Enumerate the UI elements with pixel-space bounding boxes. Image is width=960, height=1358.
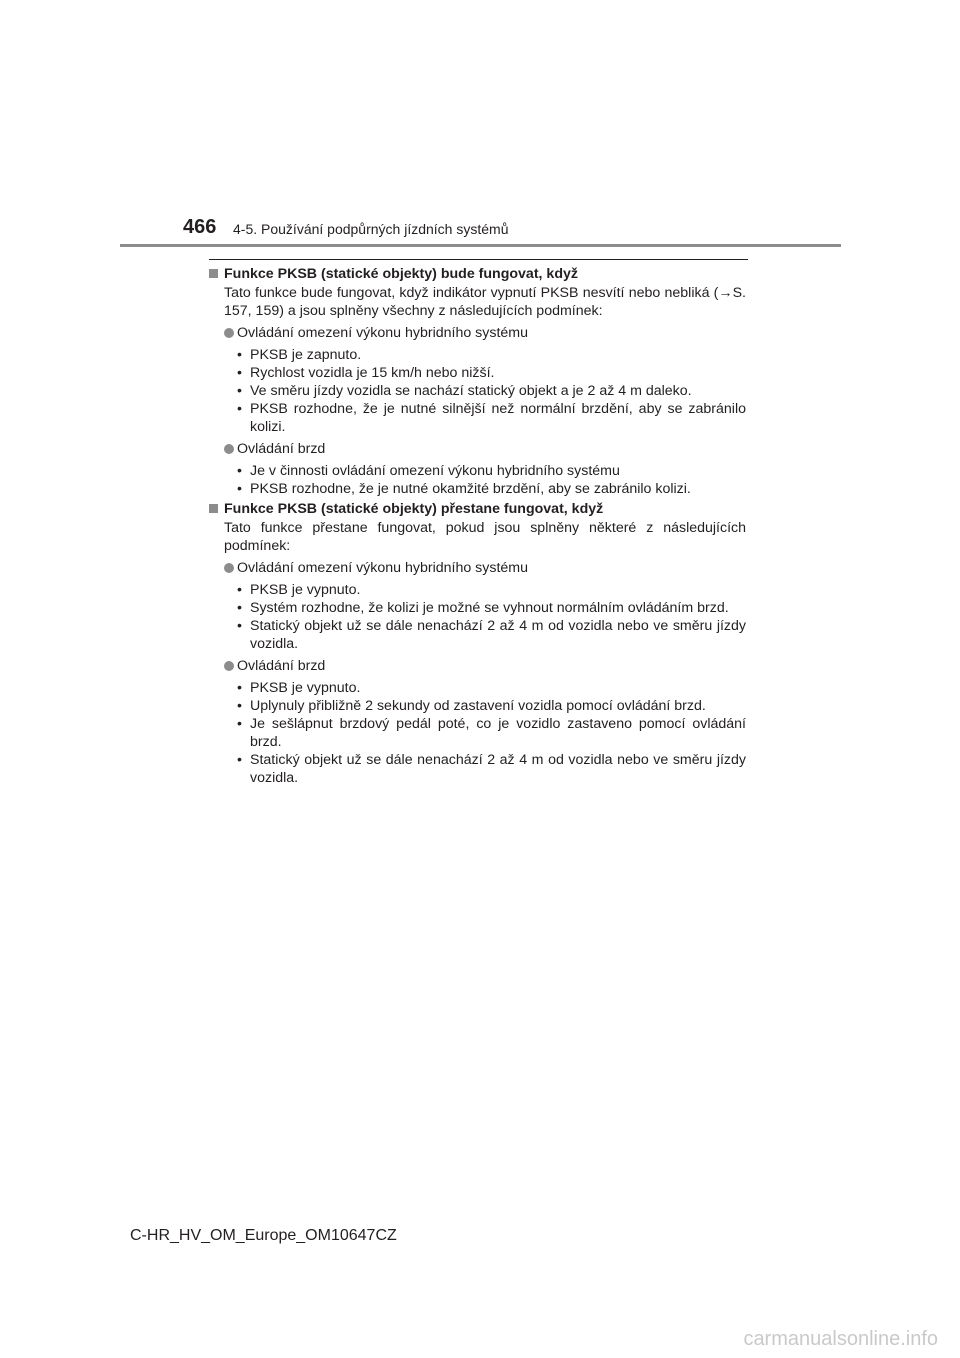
condition-list — [209, 679, 746, 787]
content-top-divider — [209, 259, 748, 260]
section-heading — [209, 263, 746, 284]
list-item: • Je v činnosti ovládání omezení výkonu hybridního systému — [209, 462, 746, 480]
list-item: • PKSB je zapnuto. — [209, 346, 746, 364]
group-heading — [224, 440, 746, 458]
circle-bullet-icon — [224, 328, 234, 338]
list-item: • Rychlost vozidla je 15 km/h nebo nižší. — [209, 364, 746, 382]
group-label: Ovládání omezení výkonu hybridního systému — [237, 325, 528, 341]
main-content — [209, 263, 746, 787]
circle-bullet-icon — [224, 563, 234, 573]
watermark: carmanualsonline.info — [743, 1328, 938, 1350]
list-item: • Je sešlápnut brzdový pedál poté, co je vozidlo zastaveno pomocí ovládání brzd. — [209, 715, 746, 751]
condition-list — [209, 462, 746, 498]
chapter-title: 4-5. Používání podpůrných jízdních systémů — [233, 221, 509, 237]
condition-list — [209, 346, 746, 436]
group-label: Ovládání omezení výkonu hybridního systému — [237, 560, 528, 576]
circle-bullet-icon — [224, 661, 234, 671]
header-divider — [120, 244, 841, 247]
condition-list — [209, 581, 746, 653]
group-heading — [224, 324, 746, 342]
list-item: • PKSB rozhodne, že je nutné okamžité brzdění, aby se zabránilo kolizi. — [209, 480, 746, 498]
section-heading — [209, 498, 746, 519]
list-item: • PKSB je vypnuto. — [209, 679, 746, 697]
section-intro: Tato funkce bude fungovat, když indikátor vypnutí PKSB nesvítí nebo nebliká (→S. 157, 159) a jsou splněny všechny z následujících podmínek: — [224, 285, 746, 319]
circle-bullet-icon — [224, 444, 234, 454]
list-item: • Statický objekt už se dále nenachází 2 až 4 m od vozidla nebo ve směru jízdy vozidla. — [209, 751, 746, 787]
page-number: 466 — [183, 216, 217, 238]
list-item: • Uplynuly přibližně 2 sekundy od zastavení vozidla pomocí ovládání brzd. — [209, 697, 746, 715]
square-bullet-icon — [209, 269, 218, 278]
section-intro: Tato funkce přestane fungovat, pokud jsou splněny některé z následujících podmínek: — [224, 520, 746, 554]
section-title: Funkce PKSB (statické objekty) bude fungovat, když — [224, 265, 578, 282]
list-item: • PKSB je vypnuto. — [209, 581, 746, 599]
list-item: • Ve směru jízdy vozidla se nachází statický objekt a je 2 až 4 m daleko. — [209, 382, 746, 400]
section-title: Funkce PKSB (statické objekty) přestane fungovat, když — [224, 500, 604, 517]
group-label: Ovládání brzd — [237, 441, 326, 457]
group-label: Ovládání brzd — [237, 658, 326, 674]
document-code: C-HR_HV_OM_Europe_OM10647CZ — [130, 1227, 397, 1244]
group-heading — [224, 657, 746, 675]
section-deactivation — [209, 498, 746, 787]
list-item: • PKSB rozhodne, že je nutné silnější než normální brzdění, aby se zabránilo kolizi. — [209, 400, 746, 436]
group-heading — [224, 559, 746, 577]
list-item: • Systém rozhodne, že kolizi je možné se vyhnout normálním ovládáním brzd. — [209, 599, 746, 617]
section-activation — [209, 263, 746, 498]
list-item: • Statický objekt už se dále nenachází 2 až 4 m od vozidla nebo ve směru jízdy vozidla. — [209, 617, 746, 653]
square-bullet-icon — [209, 504, 218, 513]
